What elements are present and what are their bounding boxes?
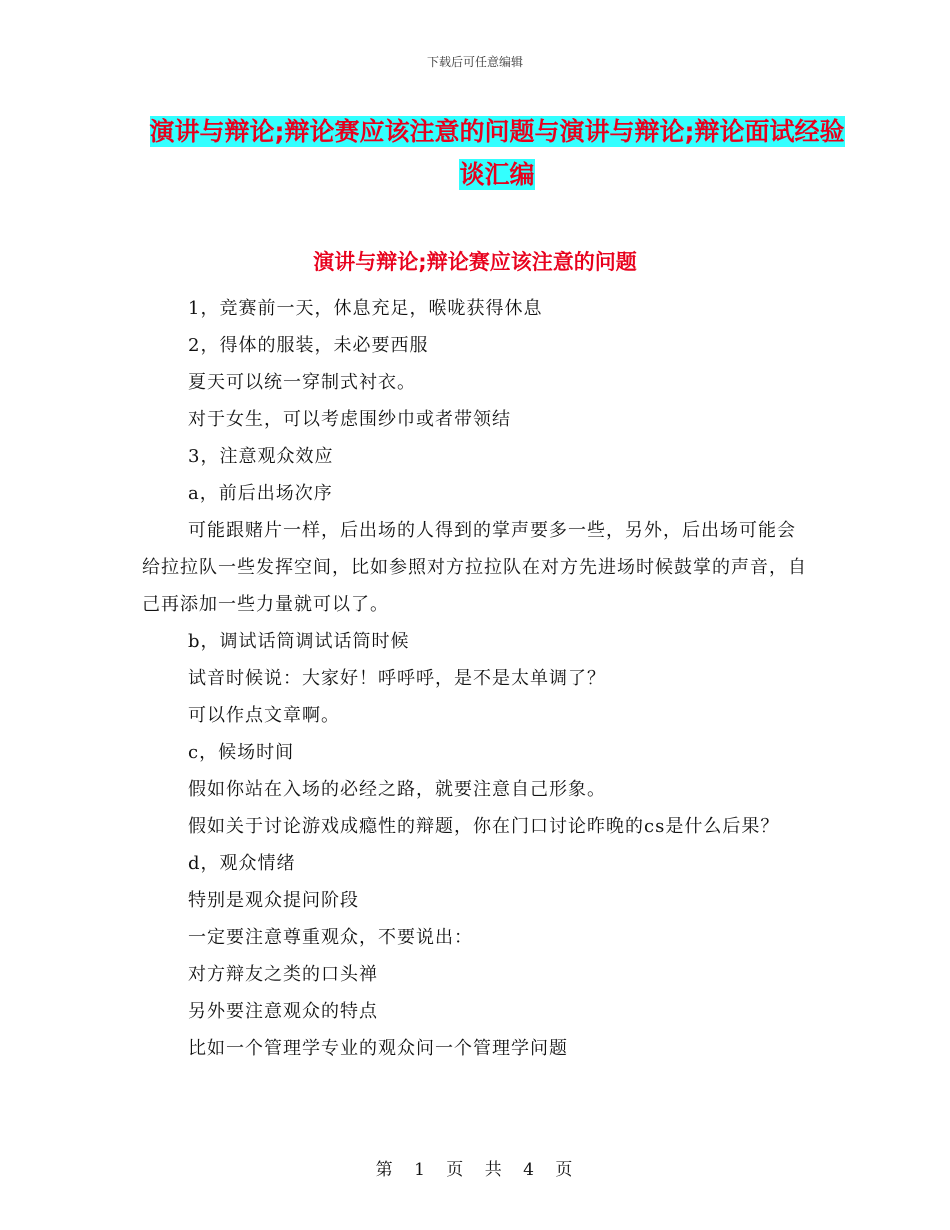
body-paragraph: d，观众情绪 — [188, 853, 296, 874]
body-paragraph: 夏天可以统一穿制式衬衣。 — [188, 372, 416, 393]
body-paragraph: a，前后出场次序 — [188, 483, 333, 504]
total-pages: 4 — [523, 1160, 536, 1180]
page-unit: 页 — [446, 1160, 466, 1180]
body-paragraph: 试音时候说：大家好！呼呼呼，是不是太单调了？ — [188, 668, 606, 689]
body-paragraph: 可能跟赌片一样，后出场的人得到的掌声要多一些，另外，后出场可能会给拉拉队一些发挥空间，比如参照对方拉拉队在对方先进场时候鼓掌的声音，自己再添加一些力量就可以了。 — [142, 520, 807, 615]
total-label: 共 — [484, 1160, 504, 1180]
body-paragraph: b，调试话筒调试话筒时候 — [188, 631, 410, 652]
body-paragraph: 假如关于讨论游戏成瘾性的辩题，你在门口讨论昨晚的cs是什么后果？ — [188, 816, 780, 837]
body-paragraph: 1，竞赛前一天，休息充足，喉咙获得休息 — [188, 298, 543, 319]
body-paragraph: 可以作点文章啊。 — [188, 705, 340, 726]
body-paragraph: 比如一个管理学专业的观众问一个管理学问题 — [188, 1038, 568, 1059]
body-paragraph: 假如你站在入场的必经之路，就要注意自己形象。 — [188, 779, 606, 800]
body-paragraph: 一定要注意尊重观众，不要说出： — [188, 927, 473, 948]
document-title-text: 演讲与辩论;辩论赛应该注意的问题与演讲与辩论;辩论面试经验谈汇编 — [149, 117, 845, 189]
body-paragraph: 另外要注意观众的特点 — [188, 1001, 378, 1022]
document-title — [142, 110, 852, 196]
page-number: 1 — [414, 1160, 427, 1180]
page-label: 第 — [375, 1160, 395, 1180]
document-body — [142, 290, 812, 1067]
body-paragraph: 对方辩友之类的口头禅 — [188, 964, 378, 985]
total-unit: 页 — [555, 1160, 575, 1180]
body-paragraph: c，候场时间 — [188, 742, 295, 763]
body-paragraph: 对于女生，可以考虑围纱巾或者带领结 — [188, 409, 511, 430]
body-paragraph: 3，注意观众效应 — [188, 446, 334, 467]
page-footer — [0, 1155, 950, 1180]
body-paragraph: 特别是观众提问阶段 — [188, 890, 359, 911]
section-heading: 演讲与辩论;辩论赛应该注意的问题 — [313, 250, 637, 274]
header-note: 下载后可任意编辑 — [426, 55, 523, 69]
body-paragraph: 2，得体的服装，未必要西服 — [188, 335, 429, 356]
